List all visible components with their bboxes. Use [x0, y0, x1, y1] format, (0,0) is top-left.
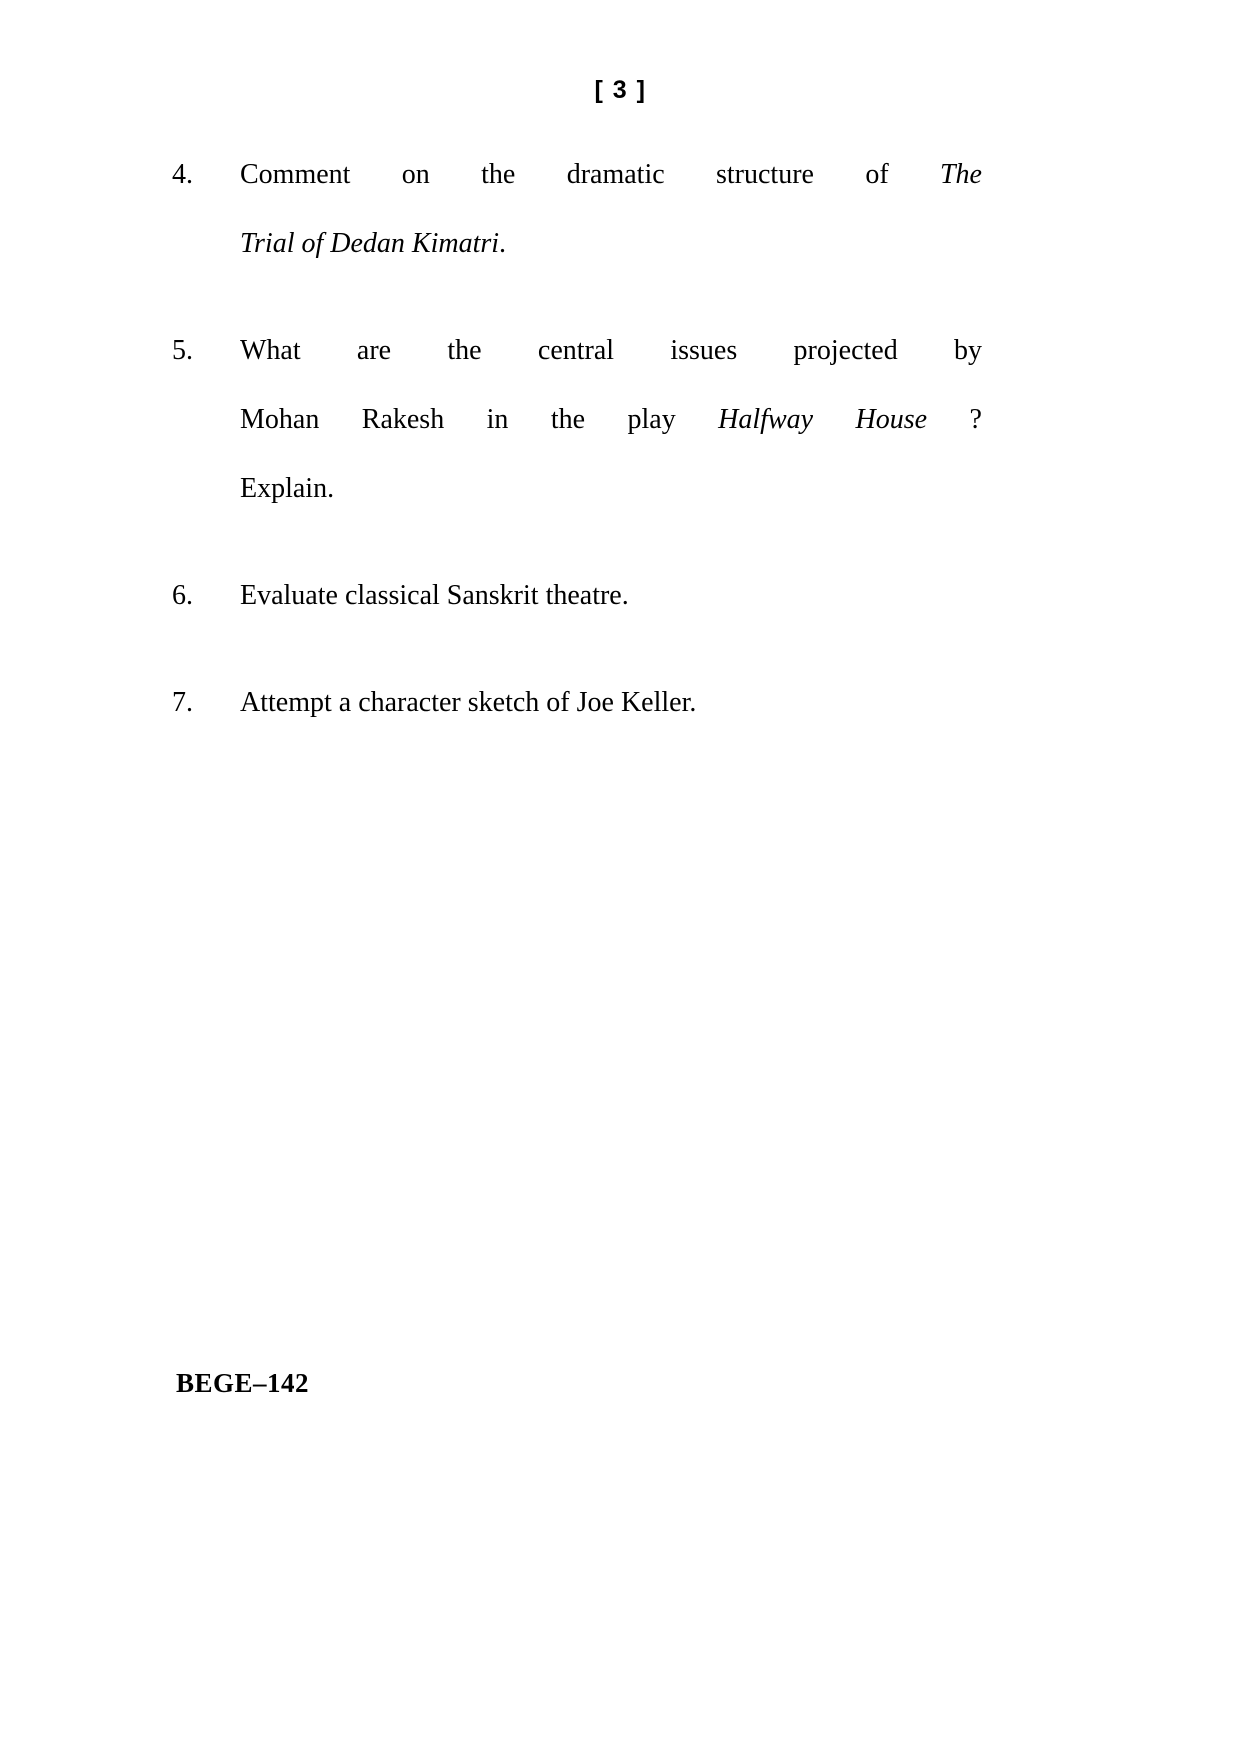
- question-line: [240, 385, 982, 454]
- text-run: structure: [716, 159, 814, 190]
- text-run: .: [499, 228, 507, 259]
- text-run: of: [865, 159, 889, 190]
- text-run: by: [953, 335, 982, 366]
- text-run: the: [481, 159, 516, 190]
- question-item: [172, 561, 982, 630]
- text-run: Explain.: [240, 473, 335, 504]
- play-title-text: The: [939, 159, 982, 190]
- question-line: [240, 316, 982, 385]
- question-item: [172, 668, 982, 737]
- play-title-text: Trial of Dedan Kimatri: [240, 228, 500, 259]
- question-line: [240, 209, 982, 278]
- text-run: Evaluate classical Sanskrit theatre.: [240, 580, 629, 611]
- play-title-text: Halfway: [718, 404, 814, 435]
- question-number: 4.: [172, 159, 193, 190]
- question-text: [240, 561, 982, 630]
- text-run: in: [486, 404, 509, 435]
- text-run: issues: [670, 335, 738, 366]
- question-text: [240, 140, 982, 278]
- text-run: the: [447, 335, 482, 366]
- text-run: on: [401, 159, 430, 190]
- text-run: are: [356, 335, 392, 366]
- question-number: 6.: [172, 580, 193, 611]
- text-run: play: [627, 404, 676, 435]
- page-number-header: [ 3 ]: [594, 76, 647, 104]
- play-title-text: House: [855, 404, 928, 435]
- text-run: Mohan: [240, 404, 320, 435]
- course-code-footer: BEGE–142: [176, 1368, 310, 1398]
- text-run: What: [240, 335, 301, 366]
- question-line: [240, 140, 982, 209]
- question-text: [240, 316, 982, 523]
- question-number: 7.: [172, 687, 193, 718]
- question-line: [240, 454, 982, 523]
- text-run: the: [550, 404, 586, 435]
- text-run: ?: [969, 404, 982, 435]
- question-line: [240, 561, 982, 630]
- text-run: central: [537, 335, 615, 366]
- question-line: [240, 668, 982, 737]
- text-run: Rakesh: [361, 404, 445, 435]
- question-list: [172, 140, 982, 775]
- question-item: [172, 140, 982, 278]
- text-run: Attempt a character sketch of Joe Keller.: [240, 687, 697, 718]
- text-run: dramatic: [566, 159, 665, 190]
- text-run: Comment: [240, 159, 351, 190]
- question-number: 5.: [172, 335, 193, 366]
- question-text: [240, 668, 982, 737]
- question-item: [172, 316, 982, 523]
- text-run: projected: [793, 335, 898, 366]
